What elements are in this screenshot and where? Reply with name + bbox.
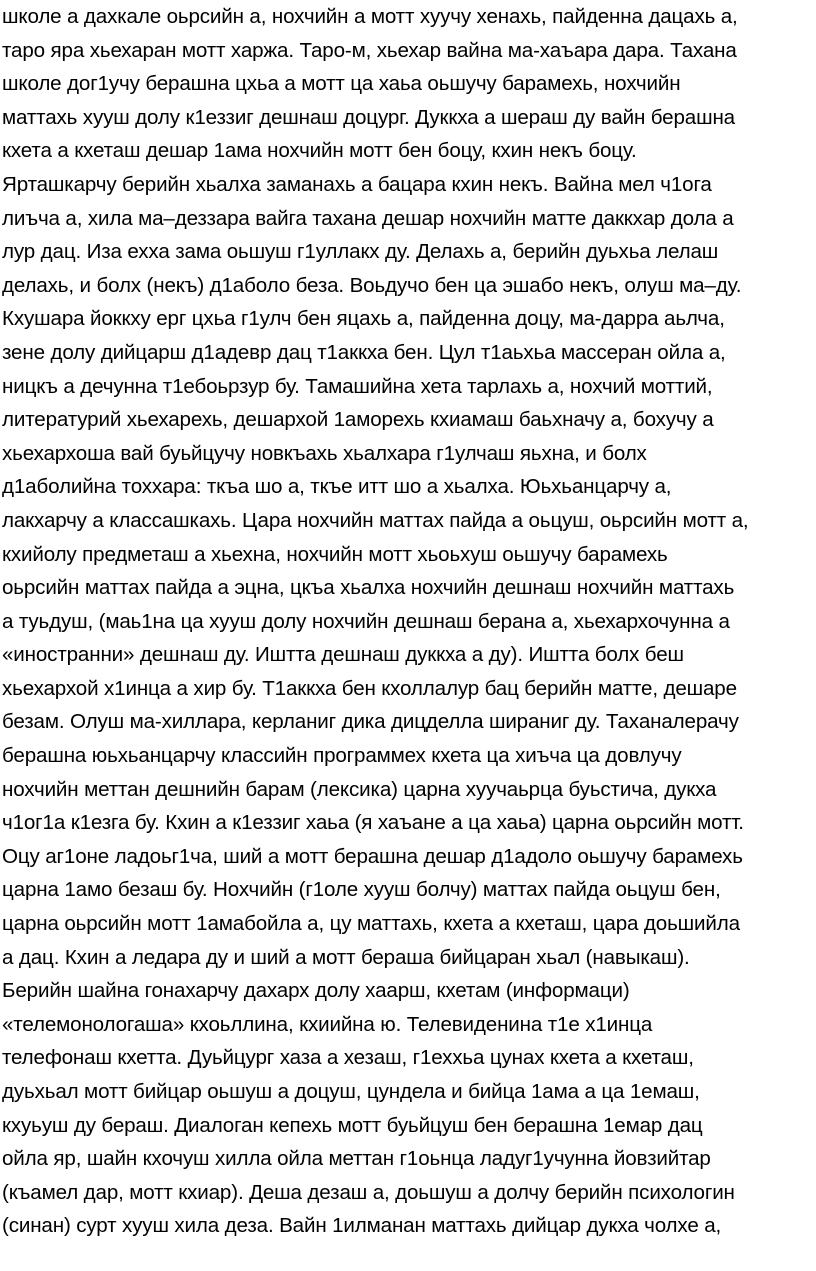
text-line: ницкъ а дечунна т1ебоьрзур бу. Тамашийна хета тарлахь а, нохчий моттий, xyxy=(2,374,713,398)
text-line: телефонаш кхетта. Дуьйцург хаза а хезаш, г1еххьа цунах кхета а кхеташ, xyxy=(2,1046,694,1070)
text-line: хьехархой х1инца а хир бу. Т1аккха бен кхоллалур бац берийн матте, дешаре xyxy=(2,676,737,700)
text-line: делахь, и болх (некъ) д1аболо беза. Воьдучо бен ца эшабо некъ, олуш ма–ду. xyxy=(2,273,742,297)
text-line: кхуьуш ду бераш. Диалоган кепехь мотт буьйцуш бен берашна 1емар дац xyxy=(2,1113,703,1137)
text-line: царна 1амо безаш бу. Нохчийн (г1оле хууш болчу) маттах пайда оьцуш бен, xyxy=(2,878,721,902)
text-line: лиъча а, хила ма–деззара вайга тахана дешар нохчийн матте даккхар дола а xyxy=(2,206,734,230)
text-line: Кхушара йоккху ерг цхьа г1улч бен яцахь а, пайденна доцу, ма-дарра аьлча, xyxy=(2,307,725,331)
text-line: хьехархоша вай буьйцучу новкъахь хьалхара г1улчаш яьхна, и болх xyxy=(2,441,647,465)
text-line: берашна юьхьанцарчу классийн программех кхета ца хиъча ца довлучу xyxy=(2,744,682,768)
text-line: школе дог1учу берашна цхьа а мотт ца хаьа оьшучу барамехь, нохчийн xyxy=(2,72,681,96)
text-line: лакхарчу а классашкахь. Цара нохчийн маттах пайда а оьцуш, оьрсийн мотт а, xyxy=(2,508,749,532)
text-line: а туьдуш, (маь1на ца хууш долу нохчийн дешнаш берана а, хьехархочунна а xyxy=(2,609,730,633)
text-line: дуьхьал мотт бийцар оьшуш а доцуш, цундела и бийца 1ама а ца 1емаш, xyxy=(2,1080,700,1103)
text-line: литературий хьехарехь, дешархой 1аморехь кхиамаш баьхначу а, бохучу а xyxy=(2,408,714,432)
text-line: Берийн шайна гонахарчу дахарх долу хаарш, кхетам (информаци) xyxy=(2,979,630,1003)
text-line: кхийолу предметаш а хьехна, нохчийн мотт хьоьхуш оьшучу барамехь xyxy=(2,542,668,566)
text-line: таро яра хьехаран мотт харжа. Таро-м, хьехар вайна ма-хаъара дара. Тахана xyxy=(2,38,737,62)
text-line: зене долу дийцарш д1адевр дац т1аккха бен. Цул т1аьхьа массеран ойла а, xyxy=(2,340,726,364)
text-line: (синан) сурт хууш хила деза. Вайн 1илманан маттахь дийцар дукха чолхе а, xyxy=(2,1214,722,1238)
text-line: оьрсийн маттах пайда а эцна, цкъа хьалха нохчийн дешнаш нохчийн маттахь xyxy=(2,576,735,600)
text-line: Оцу аг1оне ладоьг1ча, ший а мотт берашна дешар д1адоло оьшучу барамехь xyxy=(2,844,743,868)
text-line: школе а дахкале оьрсийн а, нохчийн а мотт хуучу хенахь, пайденна дацахь а, xyxy=(2,5,738,28)
text-line: безам. Олуш ма-хиллара, керланиг дика дицделла ширaниг ду. Тахaналерачу xyxy=(2,710,739,734)
text-line: Ярташкарчу берийн хьалха заманахь а бацара кхин некъ. Вайна мел ч1ога xyxy=(2,172,712,196)
text-line: «телемонологаша» кхоьллина, кхиийна ю. Телевиденина т1е х1инца xyxy=(2,1012,653,1036)
text-line: д1аболийна тоххара: ткъа шо а, ткъе итт шо а хьалха. Юьхьанцарчу а, xyxy=(2,475,672,499)
text-line: а дац. Кхин а ледара ду и ший а мотт бераша бийцаран хьал (навыкаш). xyxy=(2,945,690,969)
text-line: ойла яр, шайн кхочуш хилла ойла меттан г1оьнца ладуг1учунна йовзийтар xyxy=(2,1147,711,1171)
document-text-block xyxy=(2,0,814,1243)
text-line: (къамел дар, мотт кхиар). Деша дезаш а, доьшуш а долчу берийн психологин xyxy=(2,1180,735,1204)
text-line: лур дац. Иза ехха зама оьшуш г1уллакх ду. Делахь а, берийн дуьхьа лелаш xyxy=(2,240,719,264)
text-line: кхета а кхеташ дешар 1ама нохчийн мотт бен боцу, кхин некъ боцу. xyxy=(2,139,637,163)
text-line: нохчийн меттан дешнийн барам (лексика) царна хуучаьрца буьстича, дукха xyxy=(2,777,717,801)
text-line: маттахь хууш долу к1еззиг дешнаш доцург. Дуккха а шераш ду вайн берашна xyxy=(2,105,735,129)
text-line: «иностранни» дешнаш ду. Иштта дешнаш дуккха а ду). Иштта болх беш xyxy=(2,643,684,667)
text-line: ч1ог1а к1езга бу. Кхин а к1еззиг хаьа (я хаъане а ца хаьа) царна оьрсийн мотт. xyxy=(2,811,744,835)
text-line: царна оьрсийн мотт 1амабойла а, цу маттахь, кхета а кхеташ, цара доьшийла xyxy=(2,912,740,936)
